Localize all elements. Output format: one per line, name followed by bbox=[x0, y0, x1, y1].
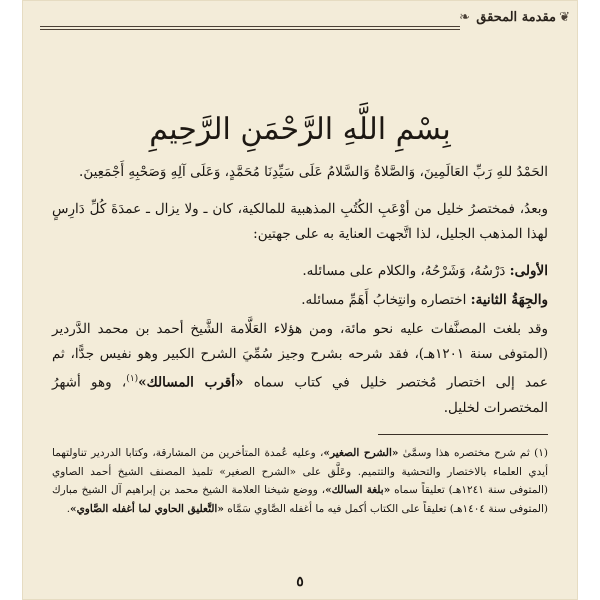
main-text bbox=[52, 160, 548, 421]
ornament-icon: ❧ bbox=[459, 10, 470, 25]
footnotes bbox=[52, 444, 548, 518]
basmala-calligraphy: بِسْمِ اللَّهِ الرَّحْمَنِ الرَّحِيمِ bbox=[149, 112, 451, 147]
second-aspect-label: والجِهَةُ الثانية: bbox=[470, 292, 548, 308]
paragraph-second-aspect bbox=[52, 288, 548, 313]
header-rule bbox=[40, 26, 460, 30]
dardir-text: وقد بلغت المصنَّفات عليه نحو مائة، ومن هؤلاء العَلَّامة الشَّيخ أحمد بن محمد الدَّردير (المتوفى سنة ١٢٠١هـ)، فقد شرحه بشرح وجيز سُمِّيَ الشرح الكبير وهو نفيس جدًّا، ثم عمد إلى اختصار مُختصر خليل في كتاب سماه bbox=[52, 321, 548, 391]
footnote-1 bbox=[52, 444, 548, 518]
footnote-text: ، وعليه عُمدة المتأخرين من المشارقة، وكتابا الدردير تناولتهما أيدي العلماء بالاختصار والتحشية والتتميم. وعَلَّق على «الشرح الصغير» تلميذ المصنف الشيخ أحمد الصاوي (المتوفى سنة ١٢٤١هـ) تعليقاً سماه bbox=[52, 447, 548, 496]
first-aspect-label: الأولى: bbox=[509, 263, 548, 279]
paragraph-intro: وبعدُ، فمختصرُ خليل من أوْعَبِ الكُتُبِ المذهبية للمالكية، كان ـ ولا يزال ـ عمدَةَ كُلِّ دَارِسٍ لهذا المذهب الجليل، لذا اتَّجهت العناية به على جهتين: bbox=[52, 201, 548, 242]
footnote-text: ، ووضع شيخنا العلامة الشيخ محمد بن إبراهيم آل الشيخ مبارك (المتوفى سنة ١٤٠٤هـ) تعليقاً على الكتاب أكمل فيه ما أغفله الصَّاوي سَمَّاه bbox=[52, 484, 548, 515]
running-header bbox=[22, 8, 578, 34]
header-title: مقدمة المحقق bbox=[476, 10, 556, 25]
paragraph-dardir bbox=[52, 317, 548, 421]
second-aspect-text: اختصاره وانتِخابُ أَهَمِّ مسائله. bbox=[301, 292, 467, 308]
book-title-bulghat: «بلغة السالك» bbox=[325, 484, 391, 496]
footnote-text: (١) ثم شرح مختصره هذا وسمَّىٰ bbox=[402, 447, 548, 459]
book-title-sharh-saghir: «الشرح الصغير» bbox=[323, 447, 399, 459]
ornament-icon: ❦ bbox=[559, 10, 570, 25]
footnote-ref[interactable]: (١) bbox=[126, 374, 139, 384]
book-title-aqrab: «أقرب المسالك» bbox=[138, 374, 244, 391]
footnote-text: . bbox=[66, 502, 71, 515]
book-title-taliq: «التَّعليق الحاوي لما أغفله الصَّاوي» bbox=[70, 502, 224, 515]
paragraph-praise: الحَمْدُ للهِ رَبِّ العَالَمِينَ، وَالصَّلاةُ وَالسَّلامُ عَلَى سَيِّدِنَا مُحَمَّدٍ، وَعَلَى آلِهِ وَصَحْبِهِ أَجْمَعِينَ. bbox=[79, 164, 548, 180]
dardir-text-end: ، وهو أشهرُ المختصرات لخليل. bbox=[52, 374, 548, 416]
first-aspect-text: دَرْسُهُ، وَشَرْحُهُ، والكلام على مسائله. bbox=[302, 263, 506, 279]
page-number: ٥ bbox=[296, 574, 304, 590]
book-page bbox=[22, 0, 578, 600]
footnote-separator bbox=[378, 434, 548, 435]
paragraph-first-aspect bbox=[52, 259, 548, 284]
